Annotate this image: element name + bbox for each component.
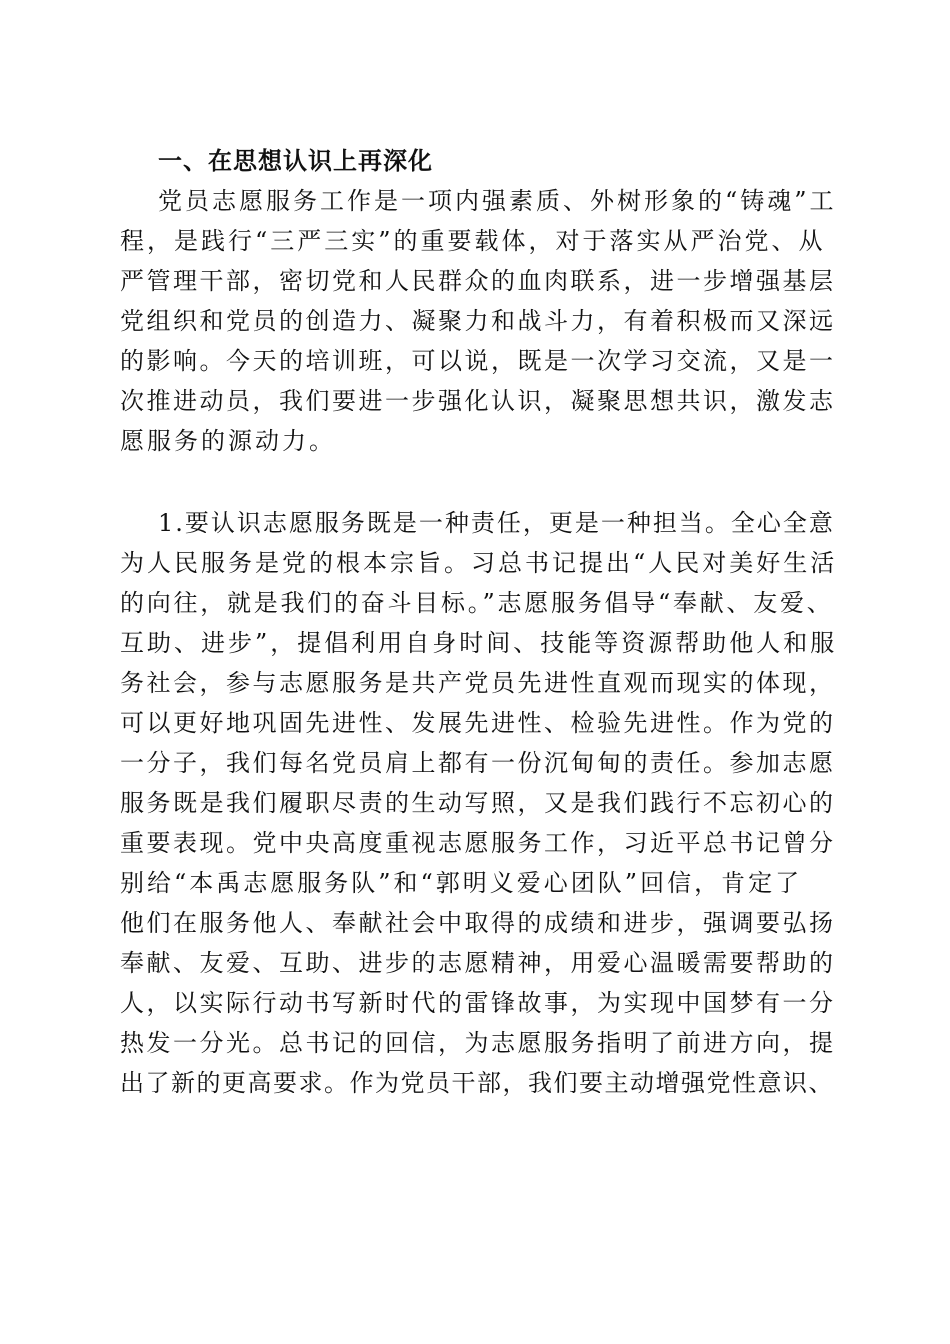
paragraph-2-line: 重要表现。党中央高度重视志愿服务工作，习近平总书记曾分 <box>120 829 836 857</box>
paragraph-2-line: 人，以实际行动书写新时代的雷锋故事，为实现中国梦有一分 <box>120 989 836 1017</box>
paragraph-1-line: 党员志愿服务工作是一项内强素质、外树形象的“铸魂”工 <box>158 187 837 215</box>
paragraph-1-line: 次推进动员，我们要进一步强化认识，凝聚思想共识，激发志 <box>120 387 836 415</box>
paragraph-2-line: 热发一分光。总书记的回信，为志愿服务指明了前进方向，提 <box>120 1029 836 1057</box>
paragraph-1-line: 的影响。今天的培训班，可以说，既是一次学习交流，又是一 <box>120 347 836 375</box>
paragraph-2-line: 为人民服务是党的根本宗旨。习总书记提出“人民对美好生活 <box>120 549 838 577</box>
paragraph-2-line: 别给“本禹志愿服务队”和“郭明义爱心团队”回信，肯定了 <box>120 869 803 897</box>
paragraph-2-line: 出了新的更高要求。作为党员干部，我们要主动增强党性意识、 <box>120 1069 834 1097</box>
paragraph-2-line: 他们在服务他人、奉献社会中取得的成绩和进步，强调要弘扬 <box>120 909 836 937</box>
paragraph-2-line: 务社会，参与志愿服务是共产党员先进性直观而现实的体现， <box>120 669 836 697</box>
paragraph-2-line: 可以更好地巩固先进性、发展先进性、检验先进性。作为党的 <box>120 709 836 737</box>
paragraph-1-line: 严管理干部，密切党和人民群众的血肉联系，进一步增强基层 <box>120 267 836 295</box>
paragraph-2-line: 的向往，就是我们的奋斗目标。”志愿服务倡导“奉献、友爱、 <box>120 589 834 617</box>
paragraph-2-line: 互助、进步”，提倡利用自身时间、技能等资源帮助他人和服 <box>120 629 838 657</box>
paragraph-1-line: 愿服务的源动力。 <box>120 427 336 455</box>
paragraph-2-line: 奉献、友爱、互助、进步的志愿精神，用爱心温暖需要帮助的 <box>120 949 836 977</box>
paragraph-2-line: 服务既是我们履职尽责的生动写照，又是我们践行不忘初心的 <box>120 789 836 817</box>
paragraph-1-line: 程，是践行“三严三实”的重要载体，对于落实从严治党、从 <box>120 227 826 255</box>
paragraph-2-line: 1.要认识志愿服务既是一种责任，更是一种担当。全心全意 <box>158 509 835 537</box>
paragraph-2-line: 一分子，我们每名党员肩上都有一份沉甸甸的责任。参加志愿 <box>120 749 836 777</box>
section-heading: 一、在思想认识上再深化 <box>158 147 433 175</box>
paragraph-1-line: 党组织和党员的创造力、凝聚力和战斗力，有着积极而又深远 <box>120 307 836 335</box>
